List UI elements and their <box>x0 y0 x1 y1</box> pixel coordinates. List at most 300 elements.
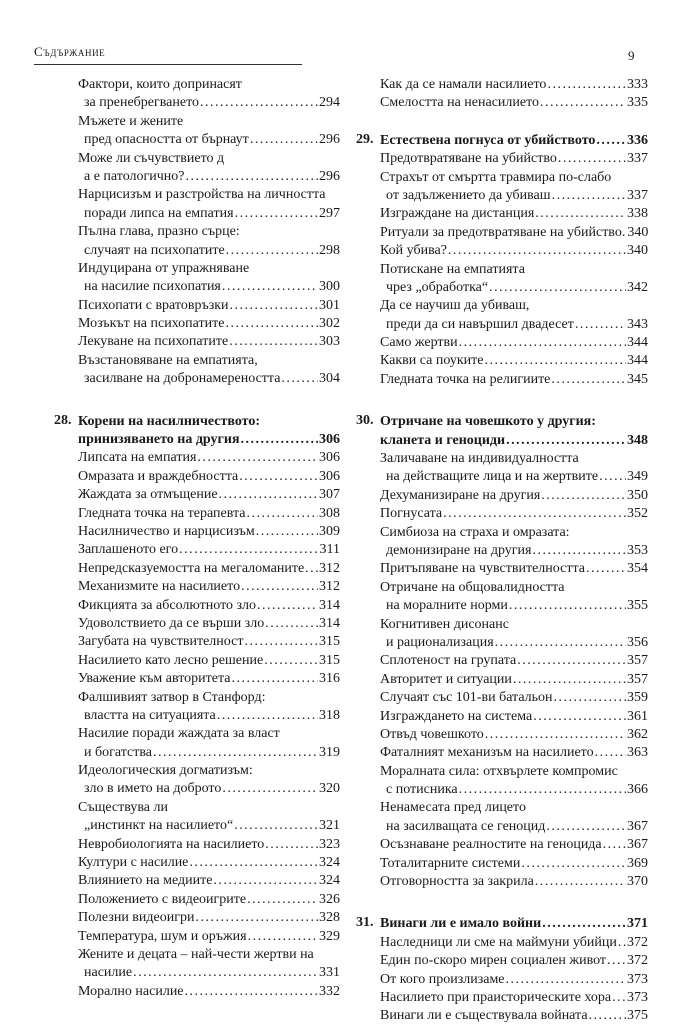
toc-entry-title: пред опасността от бърнаут <box>84 132 249 148</box>
toc-leader-row <box>78 315 340 333</box>
toc-entry-page: 314 <box>319 615 340 631</box>
leader-dots <box>542 915 626 933</box>
toc-leader-row <box>78 836 340 854</box>
toc-entry <box>54 633 340 651</box>
toc-entry-title: Загубата на чувствителност <box>78 634 244 650</box>
toc-entry-line-last <box>356 334 648 352</box>
toc-entry-title: Влиянието на медиите <box>78 873 213 889</box>
toc-entry-page: 306 <box>319 468 340 484</box>
toc-entry-page: 345 <box>627 371 648 387</box>
toc-entry <box>54 352 340 389</box>
chapter-heading <box>356 132 648 150</box>
toc-entry-title: От кого произлизаме <box>380 971 505 987</box>
toc-leader-row <box>380 652 648 670</box>
toc-entry <box>54 799 340 836</box>
toc-entry <box>356 297 648 334</box>
toc-entry <box>356 971 648 989</box>
toc-entry <box>356 799 648 836</box>
toc-entry-line-last <box>356 989 648 1007</box>
toc-entry-line-last <box>54 333 340 351</box>
leader-dots <box>552 187 626 205</box>
leader-dots <box>547 76 626 94</box>
toc-entry-line: Може ли съчувствието д <box>78 150 225 166</box>
leader-dots <box>509 597 626 615</box>
toc-leader-row <box>386 187 648 205</box>
toc-entry-line: Жените и децата – най-чести жертви на <box>78 946 314 962</box>
toc-entry-page: 323 <box>319 836 340 852</box>
chapter-leader-row <box>380 915 648 933</box>
toc-entry <box>54 725 340 762</box>
toc-entry-page: 321 <box>319 818 340 834</box>
toc-entry <box>54 150 340 187</box>
leader-dots <box>213 872 318 890</box>
toc-entry <box>54 689 340 726</box>
header-rule <box>34 64 302 65</box>
toc-entry-line-last <box>356 94 648 112</box>
toc-entry-page: 318 <box>319 707 340 723</box>
toc-entry-title: Наследници ли сме на маймуни убийци <box>380 934 617 950</box>
toc-entry-page: 298 <box>319 242 340 258</box>
toc-entry-title: Насилието при праисторическите хора <box>380 989 612 1005</box>
toc-entry-line-last <box>356 708 648 726</box>
toc-entry <box>356 334 648 352</box>
toc-entry-page: 361 <box>627 708 648 724</box>
toc-entry-line-last <box>356 971 648 989</box>
toc-entry-title: властта на ситуацията <box>84 707 216 723</box>
toc-entry-page: 301 <box>319 297 340 313</box>
toc-entry-title: Полезни видеоигри <box>78 910 195 926</box>
leader-dots <box>558 150 626 168</box>
toc-entry-line: Да се научиш да убиваш, <box>380 298 530 314</box>
toc-leader-row <box>78 486 340 504</box>
toc-leader-row <box>78 333 340 351</box>
toc-leader-row <box>386 818 648 836</box>
toc-leader-row <box>78 652 340 670</box>
chapter-title: кланета и геноциди <box>380 432 506 448</box>
toc-entry-page: 331 <box>319 965 340 981</box>
leader-dots <box>495 634 626 652</box>
toc-entry-title: Осъзнаване реалностите на геноцида <box>380 837 602 853</box>
leader-dots <box>532 542 626 560</box>
toc-entry <box>54 762 340 799</box>
toc-entry-page: 372 <box>627 934 648 950</box>
toc-entry-line: Нарцисизъм и разстройства на личността <box>78 187 326 203</box>
toc-entry <box>356 487 648 505</box>
leader-dots <box>244 633 318 651</box>
leader-dots <box>239 468 318 486</box>
toc-entry-title: Лекуване на психопатите <box>78 334 229 350</box>
toc-entry-page: 343 <box>627 316 648 332</box>
toc-entry-title: Тоталитарните системи <box>380 855 521 871</box>
leader-dots <box>521 855 626 873</box>
chapter-31 <box>356 915 648 1025</box>
toc-entry-line-last <box>356 744 648 762</box>
leader-dots <box>185 983 318 1001</box>
chapter-heading <box>356 915 648 933</box>
toc-entry-title: зло в името на доброто <box>84 781 222 797</box>
toc-entry <box>356 616 648 653</box>
chapter-28 <box>54 413 340 1002</box>
leader-dots <box>489 279 626 297</box>
toc-entry <box>54 872 340 890</box>
toc-entry-line-last <box>54 964 340 982</box>
toc-entry-page: 309 <box>319 523 340 539</box>
toc-entry-page: 363 <box>627 745 648 761</box>
toc-leader-row <box>380 505 648 523</box>
toc-entry-line-last <box>54 836 340 854</box>
toc-entry-page: 342 <box>627 279 648 295</box>
toc-entry-page: 366 <box>627 782 648 798</box>
leader-dots <box>506 971 626 989</box>
chapter-page: 348 <box>627 432 648 448</box>
toc-entry-page: 294 <box>319 95 340 111</box>
leader-dots <box>599 468 626 486</box>
toc-entry-page: 350 <box>627 487 648 503</box>
toc-entry-page: 338 <box>627 206 648 222</box>
toc-entry-title: а е патологично? <box>84 168 185 184</box>
toc-entry-line-last <box>54 541 340 559</box>
toc-entry-page: 373 <box>627 971 648 987</box>
toc-leader-row <box>386 781 648 799</box>
chapter-number: 30. <box>356 413 374 429</box>
toc-leader-row <box>380 836 648 854</box>
toc-entry-page: 333 <box>627 77 648 92</box>
toc-entry-title: Заплашеното его <box>78 542 179 558</box>
toc-entry-page: 303 <box>319 334 340 350</box>
toc-leader-row <box>380 971 648 989</box>
toc-entry-page: 306 <box>319 450 340 466</box>
leader-dots <box>305 560 318 578</box>
toc-entry-title: Култури с насилие <box>78 855 189 871</box>
toc-entry-line-last <box>54 817 340 835</box>
toc-entry <box>54 113 340 150</box>
leader-dots <box>443 505 626 523</box>
toc-entry-title: Непредсказуемостта на мегаломаните <box>78 560 305 576</box>
toc-leader-row <box>386 597 648 615</box>
toc-entry <box>356 989 648 1007</box>
toc-entry-page: 367 <box>627 818 648 834</box>
toc-entry-line-last <box>54 486 340 504</box>
leader-dots <box>575 316 626 334</box>
toc-entry-line-last <box>54 744 340 762</box>
toc-leader-row <box>78 872 340 890</box>
toc-entry-title: случаят на психопатите <box>84 242 225 258</box>
toc-entry-page: 302 <box>319 316 340 332</box>
toc-entry-line-last <box>356 952 648 970</box>
toc-entry-page: 326 <box>319 891 340 907</box>
toc-entry-line: Отричане на общовалидността <box>380 579 565 595</box>
leader-dots <box>226 242 318 260</box>
toc-entry-title: Авторитет и ситуации <box>380 671 512 687</box>
toc-entry-line-last <box>54 370 340 388</box>
toc-entry-title: Отговорността за закрила <box>380 874 534 890</box>
toc-entry-page: 324 <box>319 855 340 871</box>
leader-dots <box>246 505 318 523</box>
toc-entry-line-last <box>356 652 648 670</box>
toc-entry-page: 315 <box>319 634 340 650</box>
leader-dots <box>540 94 626 112</box>
toc-entry-title: Омразата и враждебността <box>78 468 239 484</box>
toc-entry-title: Мозъкът на психопатите <box>78 316 225 332</box>
toc-leader-row <box>84 278 340 296</box>
toc-entry-page: 297 <box>319 205 340 221</box>
leader-dots <box>448 242 626 260</box>
toc-entry-page: 373 <box>627 989 648 1005</box>
toc-entry-line: Насилие поради жаждата за власт <box>78 726 280 742</box>
leader-dots <box>551 371 626 389</box>
toc-entry <box>54 891 340 909</box>
toc-entry <box>356 652 648 670</box>
toc-entry <box>54 505 340 523</box>
toc-entry-page: 340 <box>627 224 649 240</box>
leader-dots <box>459 781 626 799</box>
toc-entry-line-last <box>54 597 340 615</box>
toc-entry-line-last <box>356 855 648 873</box>
toc-entry <box>356 579 648 616</box>
toc-entry-title: Погнусата <box>380 506 443 522</box>
toc-entry-line-last <box>356 279 648 297</box>
leader-dots <box>595 744 626 762</box>
toc-entry-line-last <box>356 187 648 205</box>
toc-entry-page: 300 <box>319 279 340 295</box>
toc-entry <box>356 261 648 298</box>
toc-entry-line-last <box>356 505 648 523</box>
toc-entry-title: Кой убива? <box>380 243 447 259</box>
toc-entry-line-last <box>54 505 340 523</box>
toc-entry-title: на моралните норми <box>386 598 508 614</box>
toc-entry <box>54 541 340 559</box>
leader-dots <box>618 934 626 952</box>
toc-entry-title: Отвъд човешкото <box>380 726 484 742</box>
toc-entry-title: Какви са поуките <box>380 353 484 369</box>
chapter-title-line-last <box>78 431 340 449</box>
toc-entry <box>54 670 340 688</box>
leader-dots <box>186 168 319 186</box>
toc-entry <box>356 855 648 873</box>
toc-entry-page: 304 <box>319 371 340 387</box>
toc-leader-row <box>380 873 648 891</box>
toc-entry-line-last <box>356 726 648 744</box>
toc-entry-line-last <box>356 934 648 952</box>
toc-entry-title: Психопати с вратовръзки <box>78 297 229 313</box>
leader-dots <box>189 854 318 872</box>
toc-entry-page: 344 <box>627 335 648 351</box>
toc-entry-page: 328 <box>319 910 340 926</box>
toc-entry-line-last <box>356 836 648 854</box>
toc-leader-row <box>78 560 340 578</box>
chapter-30 <box>356 413 648 891</box>
leader-dots <box>612 989 626 1007</box>
toc-leader-row <box>386 634 648 652</box>
toc-entry-page: 354 <box>627 561 648 577</box>
toc-entry-line: Фалшивият затвор в Станфорд: <box>78 689 266 705</box>
toc-entry-line-last <box>356 560 648 578</box>
chapter-leader-row <box>380 432 648 450</box>
toc-entry-line-last <box>356 76 648 94</box>
toc-entry-line: Индуцирана от упражняване <box>78 260 250 276</box>
leader-dots <box>607 952 626 970</box>
chapter-leader-row <box>78 431 340 449</box>
toc-entry-page: 329 <box>319 928 340 944</box>
toc-entry-title: Изграждане на дистанция <box>380 206 535 222</box>
chapter-title-line: Корени на насилничеството: <box>78 413 260 429</box>
toc-entry-title: Предотвратяване на убийство <box>380 151 557 167</box>
toc-entry <box>54 652 340 670</box>
toc-leader-row <box>78 541 340 559</box>
toc-entry-line-last <box>356 487 648 505</box>
toc-entry-page: 312 <box>319 560 340 576</box>
chapter-page: 371 <box>627 916 648 932</box>
leader-dots <box>535 205 626 223</box>
toc-entry-line-last <box>356 634 648 652</box>
toc-leader-row <box>78 670 340 688</box>
toc-entry-title: демонизиране на другия <box>386 542 532 558</box>
toc-entry-line: Потискане на емпатията <box>380 261 525 277</box>
leader-dots <box>217 707 318 725</box>
toc-entry-line: Фактори, които допринасят <box>78 77 242 92</box>
toc-entry <box>356 744 648 762</box>
chapter-number: 28. <box>54 412 72 428</box>
toc-leader-row <box>78 891 340 909</box>
toc-entry-line-last <box>54 297 340 315</box>
toc-entry-line-last <box>54 854 340 872</box>
leader-dots <box>484 352 626 370</box>
toc-leader-row <box>380 352 648 370</box>
chapter-title: принизяването на другия <box>78 432 240 448</box>
toc-entry-title: Насилничество и нарцисизъм <box>78 523 255 539</box>
toc-entry-title: и богатства <box>84 744 152 760</box>
toc-leader-row <box>84 817 340 835</box>
toc-entry-line-last <box>54 449 340 467</box>
leader-dots <box>197 449 318 467</box>
toc-entry-line-last <box>54 578 340 596</box>
toc-entry-title: Един по-скоро мирен социален живот <box>380 953 607 969</box>
toc-leader-row <box>380 487 648 505</box>
toc-entry-title: Само жертви <box>380 335 458 351</box>
toc-entry-line-last <box>54 131 340 149</box>
toc-entry-page: 296 <box>319 132 340 148</box>
leader-dots <box>554 689 626 707</box>
toc-entry-title: поради липса на емпатия <box>84 205 234 221</box>
leader-dots <box>222 780 318 798</box>
toc-entry <box>54 297 340 315</box>
chapter-title: Естествена погнуса от убийството <box>380 132 596 148</box>
toc-leader-row <box>84 707 340 725</box>
toc-entry <box>356 205 648 223</box>
toc-leader-row <box>380 224 648 242</box>
toc-leader-row <box>380 205 648 223</box>
leader-dots <box>517 652 626 670</box>
chapter-heading <box>54 413 340 450</box>
toc-entry-title: от задължението да убиваш <box>386 187 551 203</box>
toc-entry <box>356 450 648 487</box>
toc-leader-row <box>78 468 340 486</box>
toc-entry-line-last <box>54 780 340 798</box>
toc-leader-row <box>84 242 340 260</box>
toc-entry-title: за пренебрегването <box>84 95 200 111</box>
toc-leader-row <box>78 297 340 315</box>
leader-dots <box>596 132 626 150</box>
leader-dots <box>485 726 626 744</box>
toc-entry-page: 357 <box>627 671 648 687</box>
toc-entry-page: 367 <box>627 837 648 853</box>
toc-leader-row <box>78 523 340 541</box>
running-header-title: Съдържание <box>34 44 106 59</box>
toc-entry <box>356 352 648 370</box>
toc-entry-line: Ненамесата пред лицето <box>380 800 526 816</box>
toc-entry-page: 370 <box>627 874 648 890</box>
page-number: 9 <box>628 48 635 63</box>
toc-entry-line-last <box>356 352 648 370</box>
toc-entry-line-last <box>54 633 340 651</box>
toc-entry-page: 312 <box>319 579 340 595</box>
toc-entry-line: Пълна глава, празно сърце: <box>78 224 240 240</box>
toc-leader-row <box>380 94 648 112</box>
toc-entry <box>54 578 340 596</box>
toc-leader-row <box>78 928 340 946</box>
toc-entry <box>356 224 648 242</box>
toc-leader-row <box>84 205 340 223</box>
toc-entry-title: Фикцията за абсолютното зло <box>78 597 257 613</box>
toc-entry-line: Страхът от смъртта травмира по-слабо <box>380 169 612 185</box>
toc-entry <box>356 76 648 94</box>
toc-entry-line: Моралната сила: отхвърлете компромис <box>380 763 618 779</box>
toc-entry <box>356 1007 648 1025</box>
toc-entry-line-last <box>54 168 340 186</box>
toc-entry-line-last <box>54 94 340 112</box>
toc-entry-title: насилие <box>84 965 133 981</box>
toc-entry-line: Възстановяване на емпатията, <box>78 352 258 368</box>
toc-leader-row <box>380 726 648 744</box>
leader-dots <box>248 928 318 946</box>
toc-entry-page: 319 <box>319 744 340 760</box>
toc-entry-title: Смелостта на ненасилието <box>380 95 540 111</box>
toc-entry <box>54 223 340 260</box>
toc-leader-row <box>380 560 648 578</box>
toc-entry-line-last <box>356 224 648 242</box>
toc-entry-title: на действащите лица и на жертвите <box>386 469 599 485</box>
toc-entry-title: чрез „обработка“ <box>386 279 489 295</box>
toc-entry <box>54 468 340 486</box>
toc-entry-line-last <box>54 523 340 541</box>
toc-leader-row <box>78 505 340 523</box>
toc-entry <box>54 186 340 223</box>
toc-leader-row <box>84 964 340 982</box>
toc-entry <box>54 315 340 333</box>
toc-leader-row <box>84 168 340 186</box>
toc-leader-row <box>386 468 648 486</box>
toc-entry <box>356 708 648 726</box>
toc-entry <box>54 597 340 615</box>
toc-leader-row <box>84 780 340 798</box>
leader-dots <box>586 560 626 578</box>
leader-dots <box>459 334 626 352</box>
toc-entry <box>356 94 648 112</box>
leader-dots <box>195 909 318 927</box>
leader-dots <box>153 744 318 762</box>
toc-entry <box>54 615 340 633</box>
leader-dots <box>241 578 318 596</box>
toc-entry-page: 352 <box>627 506 648 522</box>
toc-entry-line-last <box>356 1007 648 1025</box>
toc-left-column <box>54 76 340 1001</box>
chapter-number: 31. <box>356 915 374 931</box>
toc-entry-line-last <box>54 315 340 333</box>
toc-entry-line-last <box>54 983 340 1001</box>
toc-entry-title: Как да се намали насилието <box>380 77 547 92</box>
toc-entry-line-last <box>356 818 648 836</box>
leader-dots <box>225 315 318 333</box>
